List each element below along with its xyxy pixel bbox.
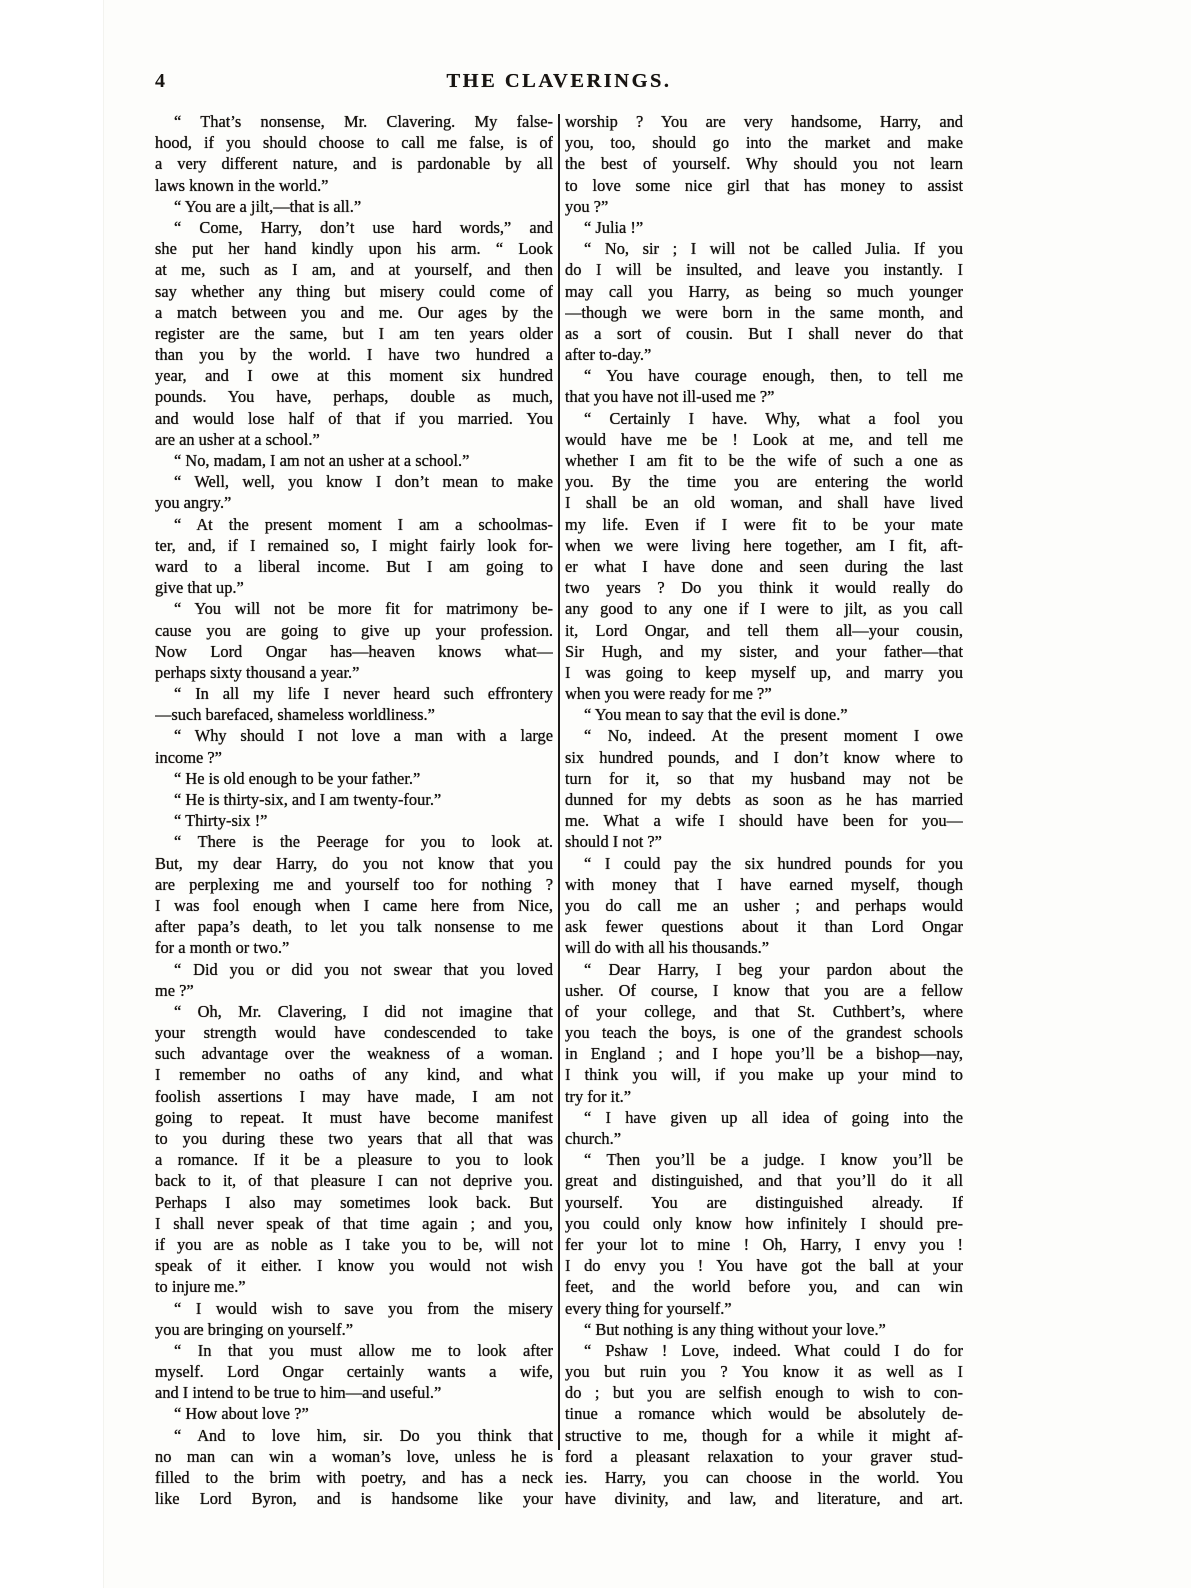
text-line: whether I am fit to be the wife of such a one as [565,451,963,470]
text-line: a match between you and me. Our ages by the [155,302,553,322]
text-line: perhaps sixty thousand a year.” [155,662,360,682]
text-line: ford a pleasant relaxation to your graver stud- [565,1446,963,1466]
text-line: myself. Lord Ongar certainly wants a wife, [155,1362,553,1382]
text-line: I shall never speak of that time again ; and you, [155,1213,553,1233]
text-line: worship ? You are very handsome, Harry, and [565,112,963,131]
text-line: “ There is the Peerage for you to look at. [174,832,553,852]
text-line: to you during these two years that all that was [155,1129,553,1148]
text-line: like Lord Byron, and is handsome like your [155,1489,553,1509]
text-line: have divinity, and law, and literature, and art. [565,1489,963,1509]
text-line: every thing for yourself.” [565,1298,732,1318]
text-line: ward to a liberal income. But I am going to [155,556,553,576]
text-line: ies. Harry, you can choose in the world. You [565,1468,963,1487]
text-line: foolish assertions I may have made, I am not [155,1086,553,1106]
text-line: say whether any thing but misery could come of [155,281,553,301]
text-line: “ You are a jilt,—that is all.” [174,196,362,216]
text-line: you angry.” [155,493,232,513]
text-line: “ At the present moment I am a schoolmas- [174,514,553,534]
text-line: pounds. You have, perhaps, double as much, [155,387,553,407]
text-line: “ Julia !” [584,217,644,237]
text-line: fer your lot to mine ! Oh, Harry, I envy you ! [565,1234,963,1254]
text-line: yourself. You are distinguished already. If [565,1192,963,1212]
text-line: you ?” [565,196,609,216]
text-line: of your college, and that St. Cuthbert’s, where [565,1001,963,1021]
text-line: as a sort of cousin. But I shall never do that [565,323,963,343]
text-line: you teach the boys, is one of the grandest schools [565,1023,963,1043]
text-line: dunned for my debts as soon as he has married [565,790,963,809]
text-line: in England ; and I hope you’ll be a bishop—nay, [565,1044,963,1064]
text-line: will do with all his thousands.” [565,938,769,958]
text-line: it, Lord Ongar, and tell them all—your cousin, [565,620,963,640]
text-line: “ Why should I not love a man with a large [174,726,553,746]
text-line: back to it, of that pleasure I can not deprive you. [155,1171,553,1191]
text-line: me ?” [155,980,194,1000]
text-line: your strength would have condescended to take [155,1023,553,1043]
text-line: —such barefaced, shameless worldliness.” [155,705,435,725]
text-line: “ Well, well, you know I don’t mean to make [174,472,553,492]
text-line: Perhaps I also may sometimes look back. But [155,1192,553,1212]
text-line: “ Certainly I have. Why, what a fool you [584,408,963,428]
text-line: to love some nice girl that has money to assist [565,175,963,195]
text-line: for a month or two.” [155,938,290,958]
text-line: when you were ready for me ?” [565,684,772,704]
running-head: THE CLAVERINGS. [446,70,672,92]
text-line: I was going to keep myself up, and marry you [565,662,963,682]
text-line: church.” [565,1129,621,1148]
text-line: a romance. If it be a pleasure to you to look [155,1150,553,1170]
text-line: “ In that you must allow me to look after [174,1340,553,1360]
text-line: give that up.” [155,578,244,598]
text-line: “ No, madam, I am not an usher at a school.” [174,451,470,470]
text-line: when we were living here together, am I fit, aft- [565,535,963,555]
text-line: “ No, indeed. At the present moment I owe [584,726,963,746]
text-block [155,111,963,1509]
text-line: do I will be insulted, and leave you instantly. I [565,260,963,280]
text-line: Now Lord Ongar has—heaven knows what— [155,641,553,661]
text-line: are an usher at a school.” [155,429,320,449]
text-line: no man can win a woman’s love, unless he is [155,1446,553,1466]
text-line: great and distinguished, and that you’ll do it all [565,1171,963,1191]
text-line: ter, and, if I remained so, I might fairly look for- [155,535,553,555]
text-line: she put her hand kindly upon his arm. “ Look [155,239,553,259]
text-line: “ Come, Harry, don’t use hard words,” and [174,217,553,237]
text-line: at me, such as I am, and at yourself, and then [155,260,553,280]
text-line: any good to any one if I were to jilt, as you call [565,599,963,619]
text-line: ask fewer questions about it than Lord Ongar [565,917,963,937]
text-line: cause you are going to give up your profession. [155,620,553,640]
text-line: “ I have given up all idea of going into the [584,1107,963,1127]
text-line: year, and I owe at this moment six hundred [155,366,553,386]
text-line: “ Dear Harry, I beg your pardon about the [584,959,963,979]
text-line: structive to me, though for a while it might af- [565,1425,963,1445]
text-line: er what I have done and seen during the last [565,556,963,576]
text-line: the best of yourself. Why should you not learn [565,154,963,174]
text-line: usher. Of course, I know that you are a fellow [565,980,963,1000]
text-line: “ But nothing is any thing without your love.” [584,1319,886,1339]
text-line: you. By the time you are entering the world [565,472,963,492]
text-line: after papa’s death, to let you talk nonsense to me [155,917,553,937]
text-line: “ No, sir ; I will not be called Julia. If you [584,239,963,259]
text-line: I think you will, if you make up your mind to [565,1065,963,1085]
text-line: if you are as noble as I take you to be, will not [155,1234,553,1254]
text-line: speak of it either. I know you would not wish [155,1256,553,1276]
text-line: I do envy you ! You have got the ball at your [565,1256,963,1276]
text-line: I was fool enough when I came here from Nice, [155,895,553,915]
text-line: “ You mean to say that the evil is done.” [584,705,848,725]
text-line: and I intend to be true to him—and useful.” [155,1383,442,1403]
text-line: “ And to love him, sir. Do you think that [174,1425,553,1445]
text-line: you but ruin you ? You know it as well as I [565,1362,963,1382]
text-line: than you by the world. I have two hundred a [155,345,553,365]
text-line: “ He is old enough to be your father.” [174,768,421,788]
text-line: turn for it, so that my husband may not be [565,768,963,788]
text-line: try for it.” [565,1086,631,1106]
text-line: income ?” [155,747,222,767]
text-line: would have me be ! Look at me, and tell me [565,429,963,449]
text-line: But, my dear Harry, do you not know that you [155,853,553,873]
text-line: you do call me an usher ; and perhaps would [565,895,963,915]
text-line: with money that I have earned myself, though [565,874,963,894]
text-line: “ I would wish to save you from the misery [174,1298,553,1318]
text-line: you could only know how infinitely I should pre- [565,1213,963,1233]
text-line: you are bringing on yourself.” [155,1319,354,1339]
text-line: you, too, should go into the market and make [565,133,963,153]
text-line: such advantage over the weakness of a woman. [155,1044,553,1064]
text-line: —though we were born in the same month, and [565,302,963,322]
text-line: “ Oh, Mr. Clavering, I did not imagine that [174,1001,553,1021]
text-line: “ In all my life I never heard such effrontery [174,684,553,704]
column-left [155,111,553,1509]
text-line: may call you Harry, as being so much younger [565,281,963,301]
text-line: should I not ?” [565,832,662,852]
text-line: six hundred pounds, and I don’t know where to [565,747,963,767]
text-line: hood, if you should choose to call me false, is of [155,133,553,153]
text-line: laws known in the world.” [155,175,329,195]
text-line: a very different nature, and is pardonable by all [155,154,553,174]
text-line: “ You have courage enough, then, to tell me [584,366,963,386]
text-line: Sir Hugh, and my sister, and your father—that [565,641,963,661]
text-line: filled to the brim with poetry, and has a neck [155,1468,553,1487]
text-line: do ; but you are selfish enough to wish to con- [565,1383,963,1403]
text-line: two years ? Do you think it would really do [565,578,963,598]
text-line: are perplexing me and yourself too for nothing ? [155,874,553,894]
text-line: I remember no oaths of any kind, and what [155,1065,553,1085]
text-line: “ He is thirty-six, and I am twenty-four.” [174,790,442,809]
text-line: after to-day.” [565,345,652,365]
text-line: that you have not ill-used me ?” [565,387,775,407]
text-line: feet, and the world before you, and can win [565,1277,963,1297]
text-line: “ Thirty-six !” [174,811,268,831]
text-line: “ Did you or did you not swear that you loved [174,959,553,979]
text-line: “ Pshaw ! Love, indeed. What could I do for [584,1340,963,1360]
text-line: tinue a romance which would be absolutely de- [565,1404,963,1424]
text-line: and would lose half of that if you married. You [155,408,553,428]
column-right [565,111,963,1509]
text-line: me. What a wife I should have been for you— [565,811,963,831]
text-line: “ I could pay the six hundred pounds for you [584,853,963,873]
text-line: “ Then you’ll be a judge. I know you’ll be [584,1150,963,1170]
text-line: “ You will not be more fit for matrimony be- [174,599,553,619]
text-line: I shall be an old woman, and shall have lived [565,493,963,513]
text-line: going to repeat. It must have become manifest [155,1107,553,1127]
page-number: 4 [155,70,166,92]
text-line: to injure me.” [155,1277,246,1297]
text-line: my life. Even if I were fit to be your mate [565,514,963,534]
text-line: “ That’s nonsense, Mr. Clavering. My false- [174,112,553,131]
text-line: register are the same, but I am ten years older [155,323,553,343]
text-line: “ How about love ?” [174,1404,309,1424]
